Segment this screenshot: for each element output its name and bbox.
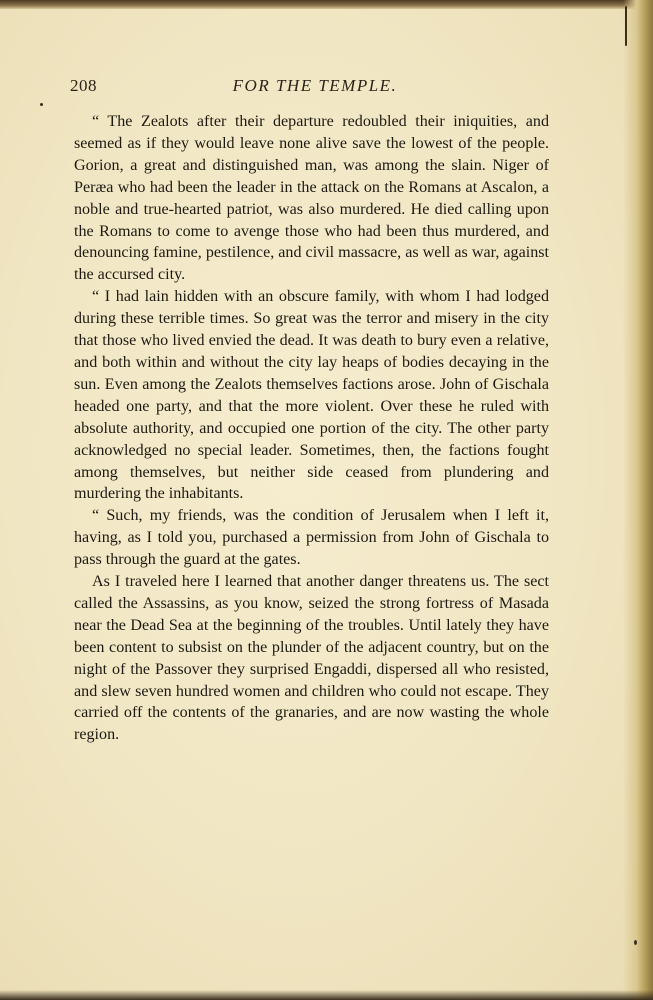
page-number: 208 [70, 76, 97, 95]
page-top-edge [0, 0, 653, 9]
paragraph: As I traveled here I learned that another danger threatens us. The sect called the Assassins, as you know, seized the strong fortress of Masada near the Dead Sea at the beginning of the troubles. Until lately they have been content to subsist on the plunder of the adjacent country, but on the night of the Passover they surprised Engaddi, dispersed all who resisted, and slew seven hundred women and children who could not escape. They carried off the contents of the granaries, and are now wasting the whole region. [74, 573, 549, 744]
paragraph: “ I had lain hidden with an obscure family, with whom I had lodged during these terrible times. So great was the terror and misery in the city that those who lived envied the dead. It was death to bury even a relative, and both within and without the city lay heaps of bodies decaying in the sun. Even among the Zealots themselves factions arose. John of Gischala headed one party, and that the more violent. Over these he ruled with absolute authority, and occupied one portion of the city. The other party acknowledged no special leader. Sometimes, then, the factions fought among themselves, but neither side ceased from plundering and murdering the inhabitants. [74, 288, 549, 503]
page-right-edge [623, 0, 653, 1000]
paragraph: “ The Zealots after their departure redoubled their iniquities, and seemed as if they would leave none alive save the lowest of the people. Gorion, a great and distinguished man, was among the slain. Niger of Peræa who had been the leader in the attack on the Romans at Ascalon, a noble and true-hearted patriot, was also murdered. He died calling upon the Romans to come to avenge those who had been thus murdered, and denouncing famine, pestilence, and civil massacre, as well as war, against the accursed city. [74, 113, 549, 284]
running-title: FOR THE TEMPLE. [232, 76, 398, 95]
binding-mark [625, 6, 627, 46]
body-text [74, 111, 549, 746]
page-bottom-edge [0, 990, 653, 1000]
paper-speck [40, 103, 43, 106]
paper-speck [634, 940, 637, 945]
paragraph: “ Such, my friends, was the condition of Jerusalem when I left it, having, as I told you, purchased a permission from John of Gischala to pass through the guard at the gates. [74, 507, 549, 569]
running-header [70, 76, 550, 100]
